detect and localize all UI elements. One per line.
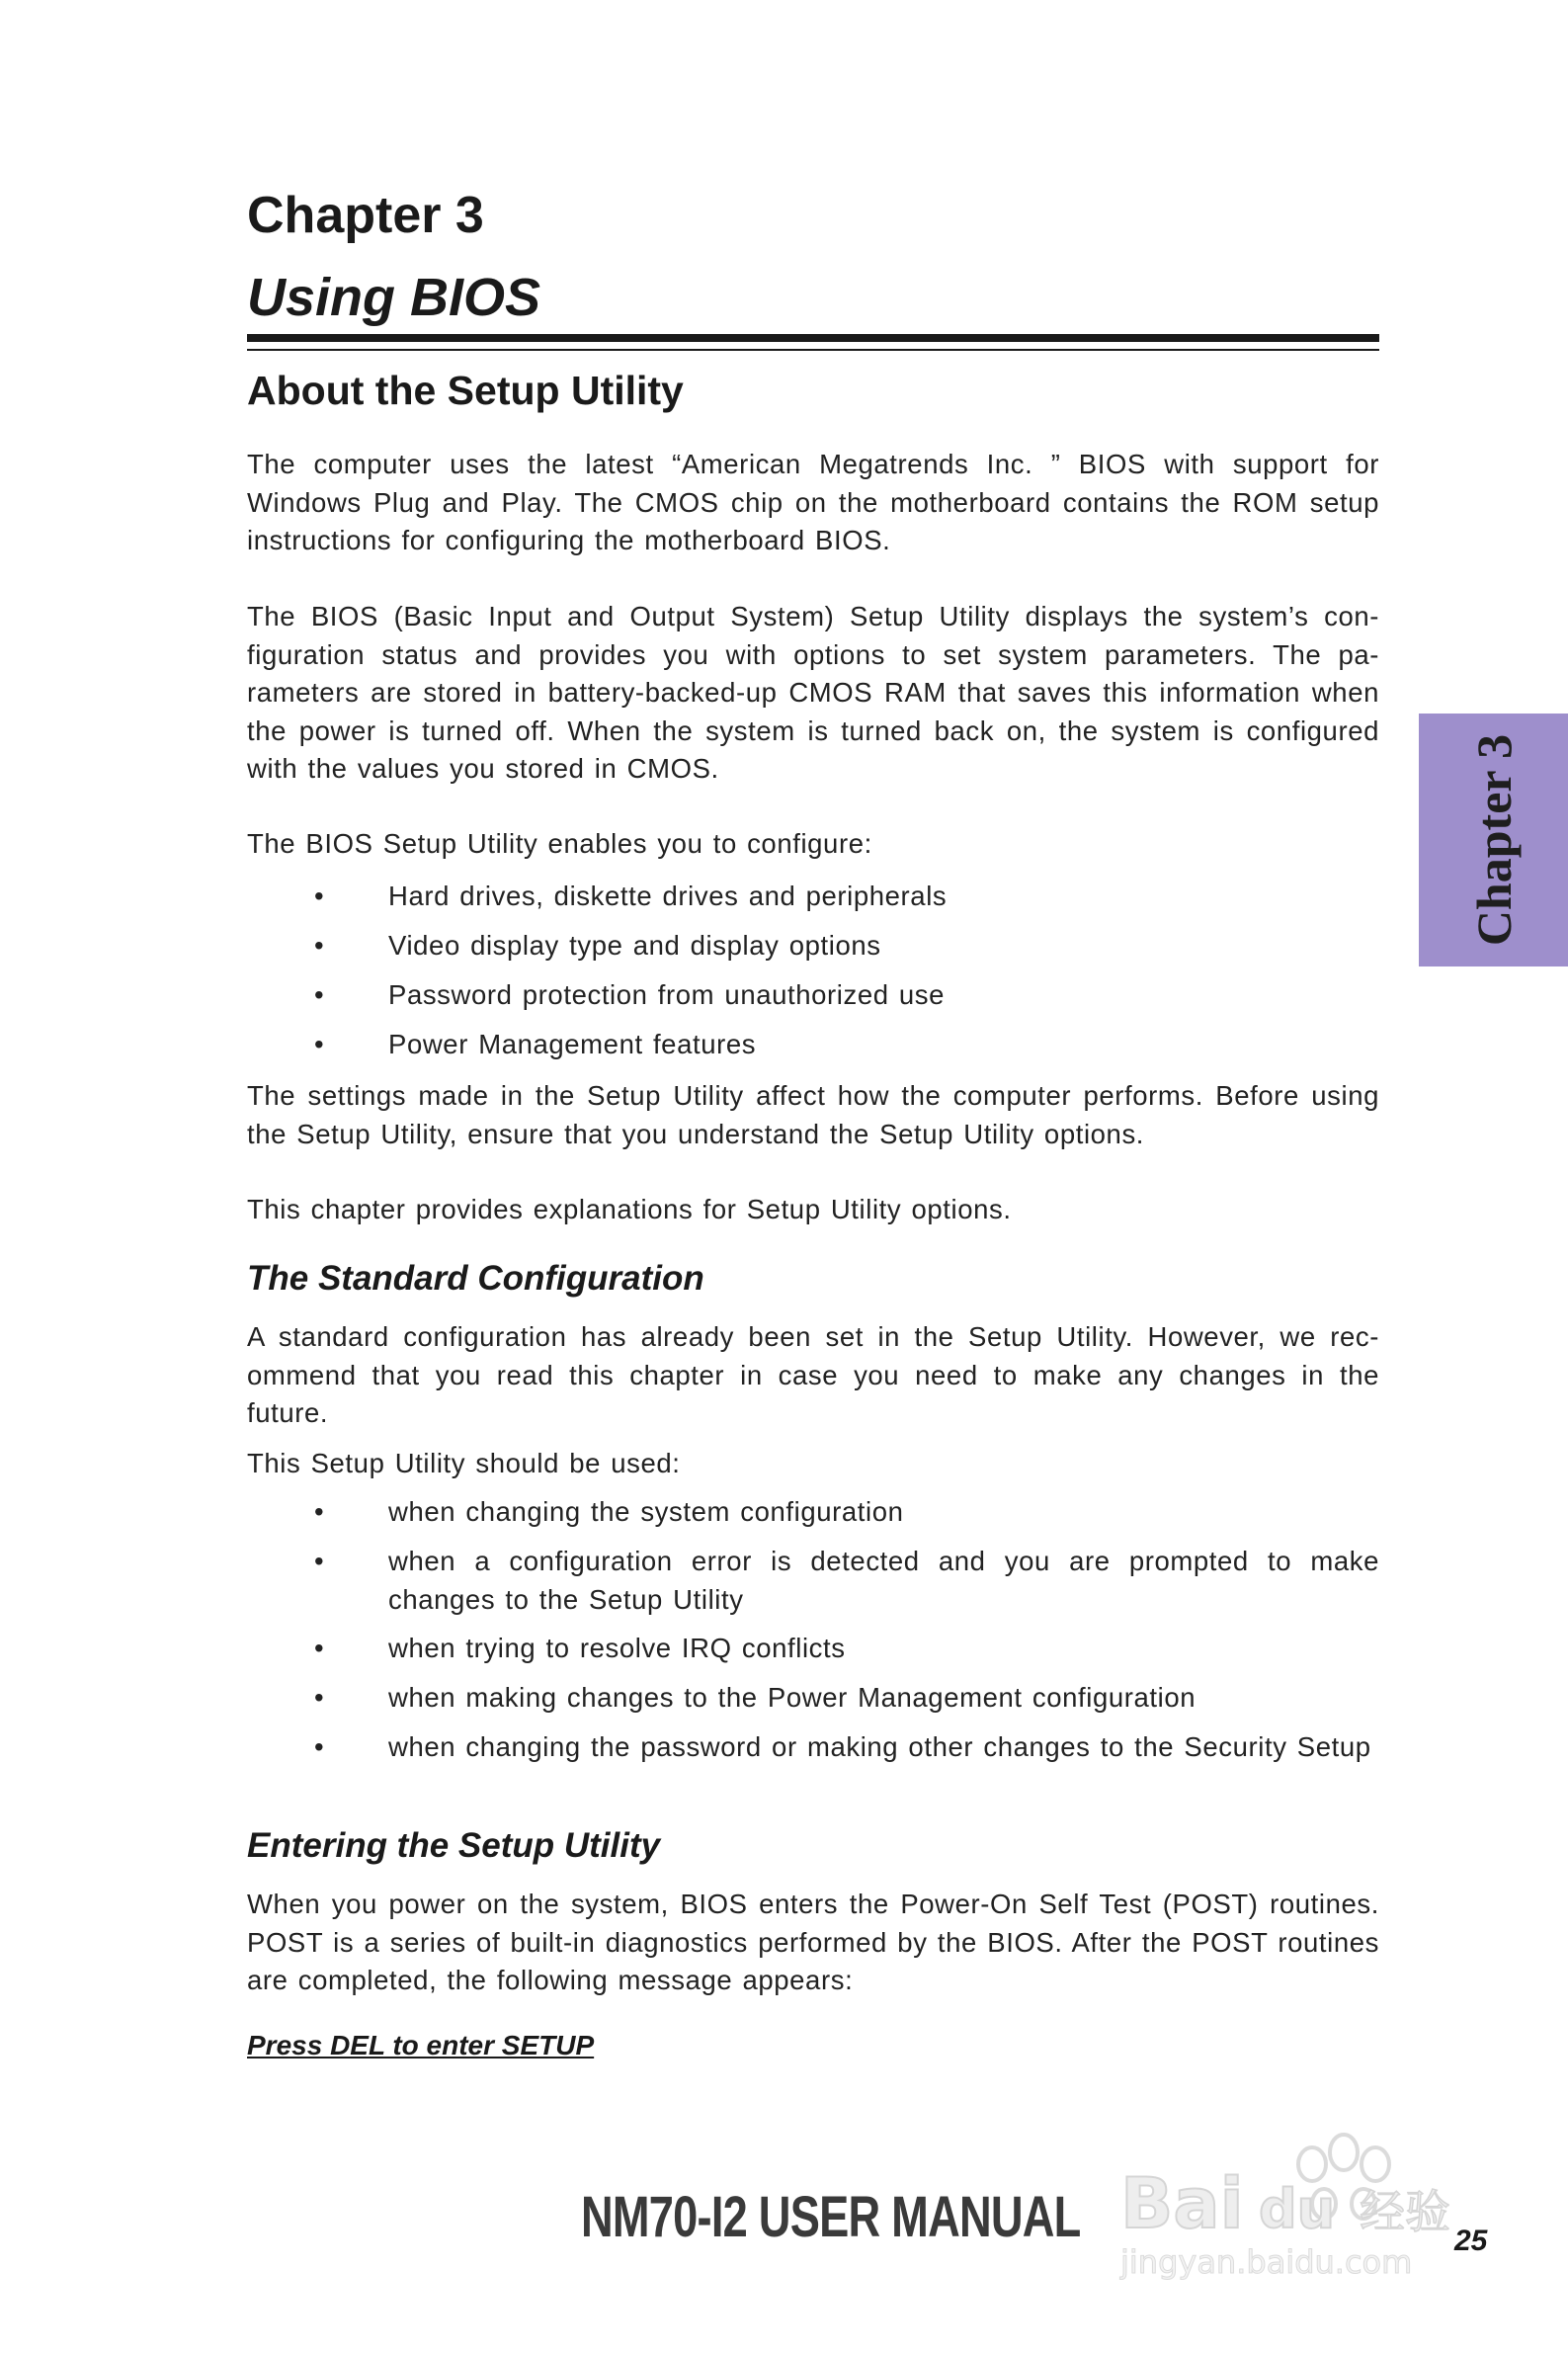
about-paragraph-1: The computer uses the latest “American Megatrends Inc. ” BIOS with support for Windows Plug and Play. The CMOS chip on the motherboard contains the ROM setup instructions for configuring the motherboard BIOS. xyxy=(247,449,1379,555)
about-paragraph-3: The BIOS Setup Utility enables you to configure: xyxy=(247,828,872,859)
list-item-text: Hard drives, diskette drives and peripherals xyxy=(388,881,948,911)
bullet-dot: • xyxy=(314,979,325,1010)
bullet-dot: • xyxy=(314,1633,325,1663)
bullet-dot: • xyxy=(314,1731,325,1762)
page-number: 25 xyxy=(1454,2225,1488,2257)
chapter-number: Chapter 3 xyxy=(247,187,484,244)
list-item-text: when changing the password or making other changes to the Security Setup xyxy=(388,1731,1371,1762)
list-item-text: when a configuration error is detected and you are prompted to make changes to the Setup Utility xyxy=(388,1546,1379,1615)
section-heading-entering: Entering the Setup Utility xyxy=(247,1826,661,1865)
list-item-text: Video display type and display options xyxy=(388,930,881,961)
list-item-text: when making changes to the Power Management configuration xyxy=(388,1682,1197,1713)
baidu-watermark-logo xyxy=(1114,2123,1470,2291)
svg-text:du: du xyxy=(1259,2178,1336,2240)
title-rule-thick xyxy=(247,334,1379,342)
title-rule-thin xyxy=(247,349,1379,351)
section-heading-standard: The Standard Configuration xyxy=(247,1259,704,1298)
chapter-side-tab xyxy=(1419,714,1568,966)
section-heading-about: About the Setup Utility xyxy=(247,368,684,413)
bullet-dot: • xyxy=(314,1496,325,1527)
press-del-message: Press DEL to enter SETUP xyxy=(247,2030,595,2060)
about-paragraph-2: The BIOS (Basic Input and Output System) Setup Utility displays the system’s con- figuration status and provides you with options to set system parameters. The pa- rameters are stored in battery-backed-up CMOS RAM that saves this information when the power is turned off. When the system is turned back on, the system is configured with the values you stored in CMOS. xyxy=(247,601,1379,784)
standard-paragraph-2: This Setup Utility should be used: xyxy=(247,1448,681,1478)
standard-paragraph-1: A standard configuration has already been set in the Setup Utility. However, we rec- ommend that you read this chapter in case you need to make any changes in the future. xyxy=(247,1321,1379,1428)
watermark-url: jingyan.baidu.com xyxy=(1120,2243,1413,2281)
list-item-text: when changing the system configuration xyxy=(388,1496,904,1527)
about-paragraph-4: The settings made in the Setup Utility affect how the computer performs. Before using the Setup Utility, ensure that you understand the Setup Utility options. xyxy=(247,1080,1379,1149)
list-item-text: Password protection from unauthorized use xyxy=(388,979,946,1010)
bullet-dot: • xyxy=(314,1029,325,1059)
svg-text:Bai: Bai xyxy=(1120,2163,1244,2244)
bullet-dot: • xyxy=(314,1546,325,1576)
about-paragraph-5: This chapter provides explanations for Setup Utility options. xyxy=(247,1194,1012,1224)
chapter-side-tab-label: Chapter 3 xyxy=(1465,733,1522,947)
bullet-dot: • xyxy=(314,881,325,911)
list-item-text: when trying to resolve IRQ conflicts xyxy=(388,1633,846,1663)
svg-text:经验: 经验 xyxy=(1360,2185,1450,2238)
footer-manual-title: NM70-I2 USER MANUAL xyxy=(581,2185,1081,2249)
entering-paragraph-1: When you power on the system, BIOS enters the Power-On Self Test (POST) routines. POST is a series of built-in diagnostics performed by the BIOS. After the POST routines are completed, the following message appears: xyxy=(247,1889,1379,1995)
bullet-dot: • xyxy=(314,1682,325,1713)
bullet-dot: • xyxy=(314,930,325,961)
list-item-text: Power Management features xyxy=(388,1029,757,1059)
chapter-title: Using BIOS xyxy=(247,268,541,327)
